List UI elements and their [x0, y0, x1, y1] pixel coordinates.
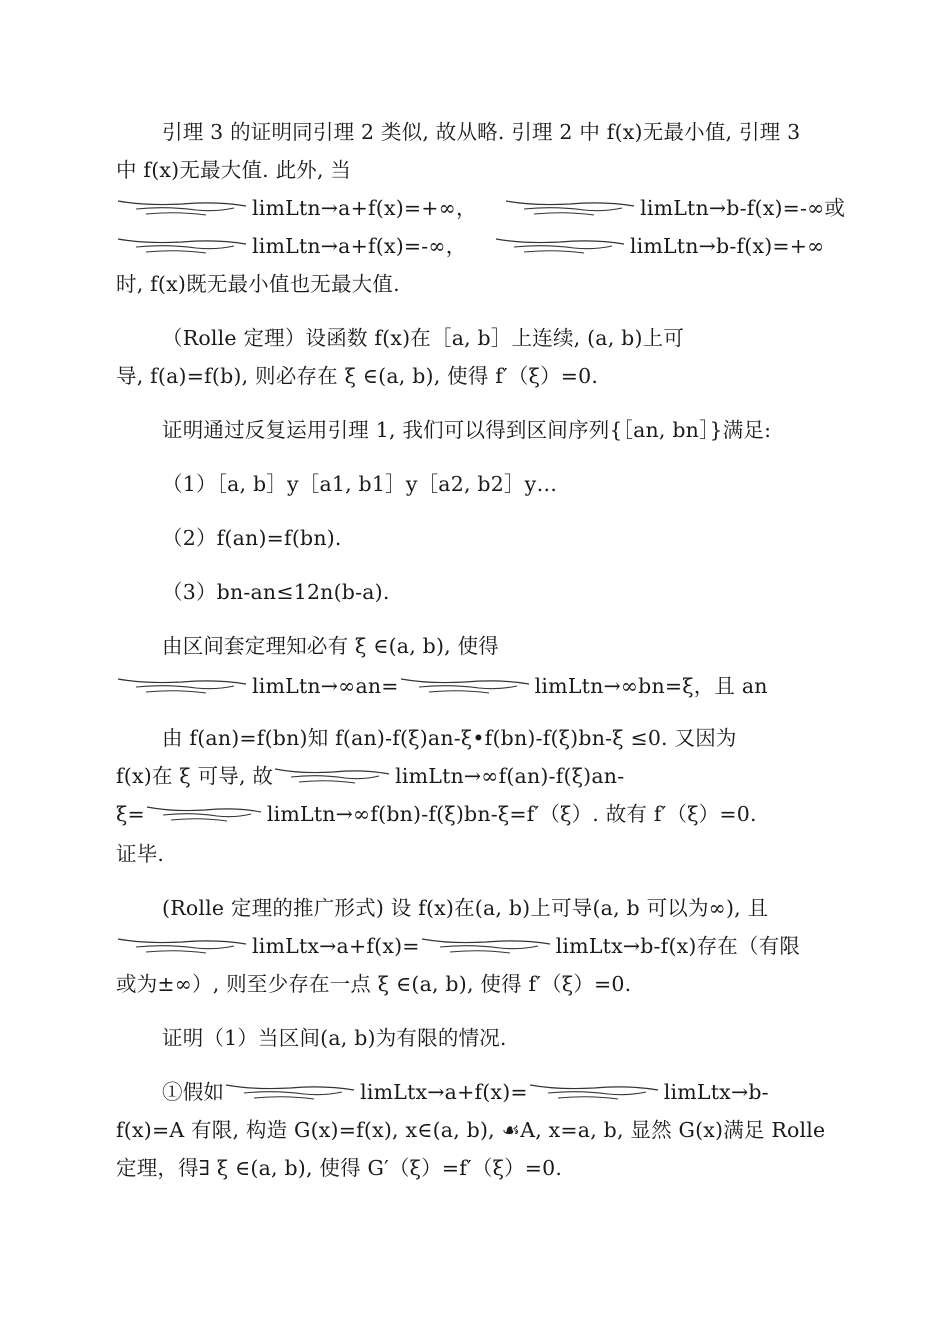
paragraph-line	[116, 840, 164, 868]
paragraph-line	[116, 270, 400, 298]
limit-brace-glyph	[116, 675, 248, 697]
text: 导, f(a)=f(b), 则必存在 ξ ∈(a, b), 使得 f′（ξ）=0.	[116, 364, 599, 388]
formula-text: limLtn→b-f(x)=+∞	[629, 234, 825, 258]
limit-brace-glyph	[273, 765, 391, 787]
text: （2）f(an)=f(bn).	[162, 526, 342, 550]
formula-line	[116, 932, 800, 960]
text: (Rolle 定理的推广形式) 设 f(x)在(a, b)上可导(a, b 可以为∞), 且	[162, 896, 769, 920]
limit-brace-glyph	[399, 675, 531, 697]
limit-brace-glyph	[116, 935, 248, 957]
paragraph-line	[116, 1154, 562, 1182]
paragraph-line	[162, 724, 737, 752]
formula-text: limLtn→a+f(x)=-∞，	[252, 234, 467, 258]
theorem-line	[116, 362, 598, 390]
limit-brace-glyph	[145, 803, 263, 825]
formula-text: limLtn→∞f(an)-f(ξ)an-	[395, 764, 625, 788]
text: （3）bn-an≤12n(b-a).	[162, 580, 390, 604]
formula-text: limLtn→∞bn=ξ，且 an	[534, 674, 768, 698]
paragraph-line	[116, 156, 351, 184]
limit-brace-glyph	[494, 235, 626, 257]
formula-text: limLtx→a+f(x)=	[252, 934, 420, 958]
theorem-line	[162, 324, 684, 352]
limit-brace-glyph	[116, 197, 248, 219]
formula-line	[162, 1078, 769, 1106]
formula-text: ξ=	[116, 802, 145, 826]
text: 证明通过反复运用引理 1, 我们可以得到区间序列{［an, bn］}满足:	[162, 418, 772, 442]
list-item	[162, 524, 342, 552]
formula-line	[116, 800, 757, 828]
text: （Rolle 定理）设函数 f(x)在［a, b］上连续, (a, b)上可	[162, 326, 685, 350]
limit-brace-glyph	[224, 1081, 356, 1103]
formula-text: limLtn→∞an=	[252, 674, 399, 698]
paragraph-line	[162, 1024, 507, 1052]
text: 或为±∞）, 则至少存在一点 ξ ∈(a, b), 使得 f′（ξ）=0.	[116, 972, 632, 996]
formula-text: f(x)在 ξ 可导, 故	[116, 764, 274, 788]
formula-text: limLtx→b-f(x)存在（有限	[555, 934, 801, 958]
paragraph-line	[116, 1116, 825, 1144]
text: 证明（1）当区间(a, b)为有限的情况.	[162, 1026, 507, 1050]
formula-line	[116, 762, 624, 790]
text: 由 f(an)=f(bn)知 f(an)-f(ξ)an-ξ•f(bn)-f(ξ)bn-ξ ≤0. 又因为	[162, 726, 737, 750]
formula-text: limLtn→a+f(x)=+∞，	[252, 196, 477, 220]
formula-text: limLtn→b-f(x)=-∞或	[640, 196, 846, 220]
formula-text: limLtn→∞f(bn)-f(ξ)bn-ξ=f′（ξ）. 故有 f′（ξ）=0.	[266, 802, 757, 826]
theorem-line	[162, 894, 768, 922]
formula-line	[116, 232, 824, 260]
formula-line	[116, 194, 845, 222]
text: 时, f(x)既无最小值也无最大值.	[116, 272, 400, 296]
list-item	[162, 470, 557, 498]
theorem-line	[116, 970, 631, 998]
paragraph-line	[162, 118, 800, 146]
formula-line	[116, 672, 768, 700]
formula-text: limLtx→b-	[663, 1080, 769, 1104]
text: 由区间套定理知必有 ξ ∈(a, b), 使得	[162, 634, 500, 658]
limit-brace-glyph	[504, 197, 636, 219]
text: 定理，得∃ ξ ∈(a, b), 使得 G′（ξ）=f′（ξ）=0.	[116, 1156, 563, 1180]
limit-brace-glyph	[528, 1081, 660, 1103]
limit-brace-glyph	[420, 935, 552, 957]
text: f(x)=A 有限, 构造 G(x)=f(x), x∈(a, b), ☙A, x=a, b, 显然 G(x)满足 Rolle	[116, 1118, 826, 1142]
text: 引理 3 的证明同引理 2 类似, 故从略. 引理 2 中 f(x)无最小值, 引理 3	[162, 120, 801, 144]
limit-brace-glyph	[116, 235, 248, 257]
list-item	[162, 578, 390, 606]
paragraph-line	[162, 416, 771, 444]
text: 中 f(x)无最大值. 此外, 当	[116, 158, 352, 182]
paragraph-line	[162, 632, 499, 660]
formula-text: ①假如	[162, 1080, 225, 1104]
formula-text: limLtx→a+f(x)=	[360, 1080, 528, 1104]
text: 证毕.	[116, 842, 165, 866]
text: （1）［a, b］y［a1, b1］y［a2, b2］y…	[162, 472, 558, 496]
